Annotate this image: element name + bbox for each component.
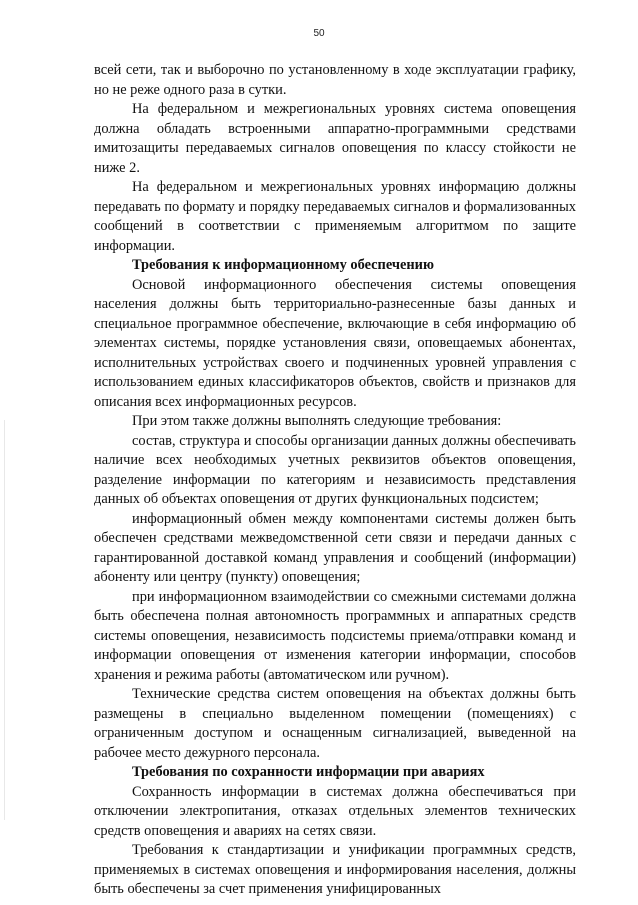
paragraph-information-transfer: На федеральном и межрегиональных уровнях информацию должны передавать по формату и порядку передаваемых сигналов и формализованных сообщений в соответствии с применяемым алгоритмом по защите информации. bbox=[94, 179, 576, 254]
paragraph-information-exchange: информационный обмен между компонентами системы должен быть обеспечен средствами межведомственной сети связи и передачи данных с гарантированной доставкой команд управления и сообщений (информации) абоненту или центру (пункту) оповещения; bbox=[94, 510, 576, 585]
page-number: 50 bbox=[313, 28, 325, 39]
paragraph-standardization: Требования к стандартизации и унификации программных средств, применяемых в системах оповещения и информирования населения, должны быть обеспечены за счет применения унифицированных bbox=[94, 842, 576, 897]
page-body bbox=[94, 61, 576, 900]
paragraph-information-safety: Сохранность информации в системах должна обеспечиваться при отключении электропитания, отказах отдельных элементов технических средств оповещения и авариях на сетях связи. bbox=[94, 783, 576, 839]
paragraph-continuation: всей сети, так и выборочно по установленному в ходе эксплуатации графику, но не реже одного раза в сутки. bbox=[94, 62, 576, 98]
scan-edge-shadow bbox=[4, 420, 5, 820]
heading-information-support: Требования к информационному обеспечению bbox=[132, 257, 434, 273]
paragraph-interaction-autonomy: при информационном взаимодействии со смежными системами должна быть обеспечена полная автономность программных и аппаратных средств системы оповещения, независимость подсистемы приема/отправки команд и информации оповещения от изменения категории информации, способов хранения и режима работы (автоматическом или ручном). bbox=[94, 588, 576, 683]
paragraph-information-basis: Основой информационного обеспечения системы оповещения населения должны быть территориально-разнесенные базы данных и специальное программное обеспечение, включающие в себя информацию об элементах системы, порядке установления связи, оповещаемых абонентах, исполнительных устройствах своего и подчиненных уровней управления с использованием единых классификаторов объектов, свойств и признаков для описания всех информационных ресурсов. bbox=[94, 276, 576, 410]
heading-information-safety: Требования по сохранности информации при авариях bbox=[132, 764, 485, 780]
paragraph-data-structure: состав, структура и способы организации данных должны обеспечивать наличие всех необходимых учетных реквизитов объектов оповещения, разделение информации по категориям и независимость представления данных об объектах оповещения от других функциональных подсистем; bbox=[94, 432, 576, 507]
paragraph-technical-facilities: Технические средства систем оповещения на объектах должны быть размещены в специально выделенном помещении (помещениях) с ограниченным доступом и оснащенным сигнализацией, выведенной на рабочее место дежурного персонала. bbox=[94, 686, 576, 761]
paragraph-imitation-protection: На федеральном и межрегиональных уровнях система оповещения должна обладать встроенными аппаратно-программными средствами имитозащиты передаваемых сигналов оповещения по классу стойкости не ниже 2. bbox=[94, 101, 576, 176]
paragraph-requirements-intro: При этом также должны выполнять следующие требования: bbox=[132, 413, 502, 429]
